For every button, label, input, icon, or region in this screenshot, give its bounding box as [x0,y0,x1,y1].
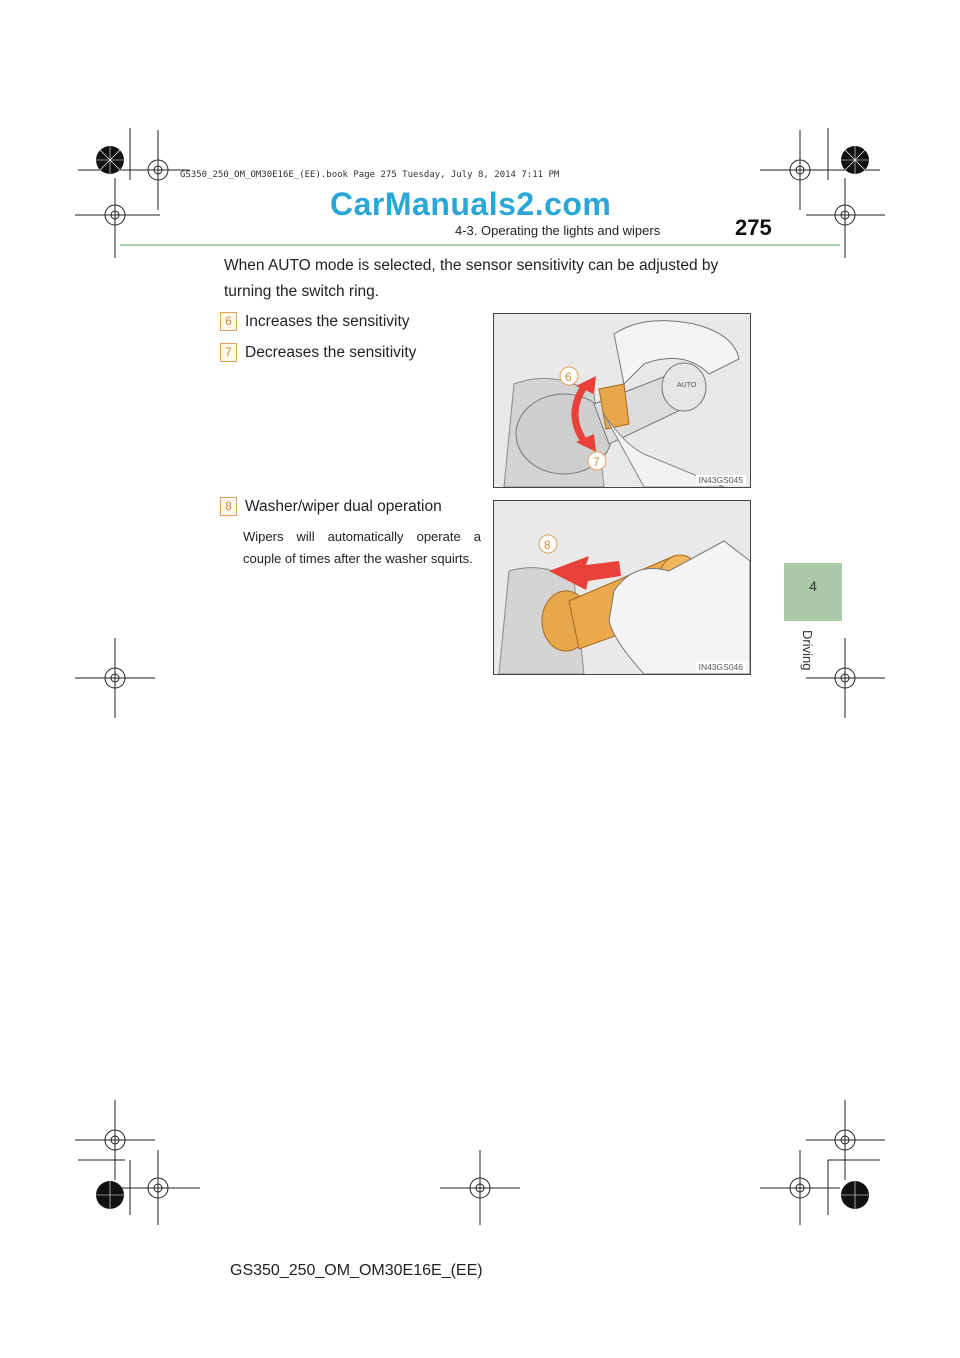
figure-code: IN43GS045 [696,475,746,485]
item-label: Washer/wiper dual operation [245,497,442,515]
washer-switch-illustration [494,501,750,674]
list-item-8 [220,497,442,516]
callout-8: 8 [544,538,551,552]
section-title: 4-3. Operating the lights and wipers [455,223,661,238]
intro-paragraph: When AUTO mode is selected, the sensor sensitivity can be adjusted by turning the switch ring. [224,257,719,300]
page-number: 275 [735,215,772,240]
item-label: Increases the sensitivity [245,312,410,330]
item-8-description: Wipers will automatically operate a couple of times after the washer squirts. [243,529,481,566]
file-stamp: GS350_250_OM_OM30E16E_(EE).book Page 275 Tuesday, July 8, 2014 7:11 PM [180,170,560,180]
switch-auto-label: AUTO [677,382,697,389]
wiper-switch-illustration [494,314,750,487]
chapter-number: 4 [809,578,817,594]
list-item-6 [220,312,410,331]
item-number-badge: 7 [220,343,237,362]
chapter-label: Driving [800,630,815,671]
callout-7: 7 [593,455,600,469]
callout-6: 6 [565,370,572,384]
header-divider [120,244,840,246]
watermark: CarManuals2.com [330,186,612,222]
figure-washer-operation [493,500,751,675]
item-number-badge: 8 [220,497,237,516]
figure-code: IN43GS046 [696,662,746,672]
list-item-7 [220,343,416,362]
figure-sensitivity-ring [493,313,751,488]
item-label: Decreases the sensitivity [245,343,417,361]
item-number-badge: 6 [220,312,237,331]
footer-model-code: GS350_250_OM_OM30E16E_(EE) [230,1262,483,1279]
